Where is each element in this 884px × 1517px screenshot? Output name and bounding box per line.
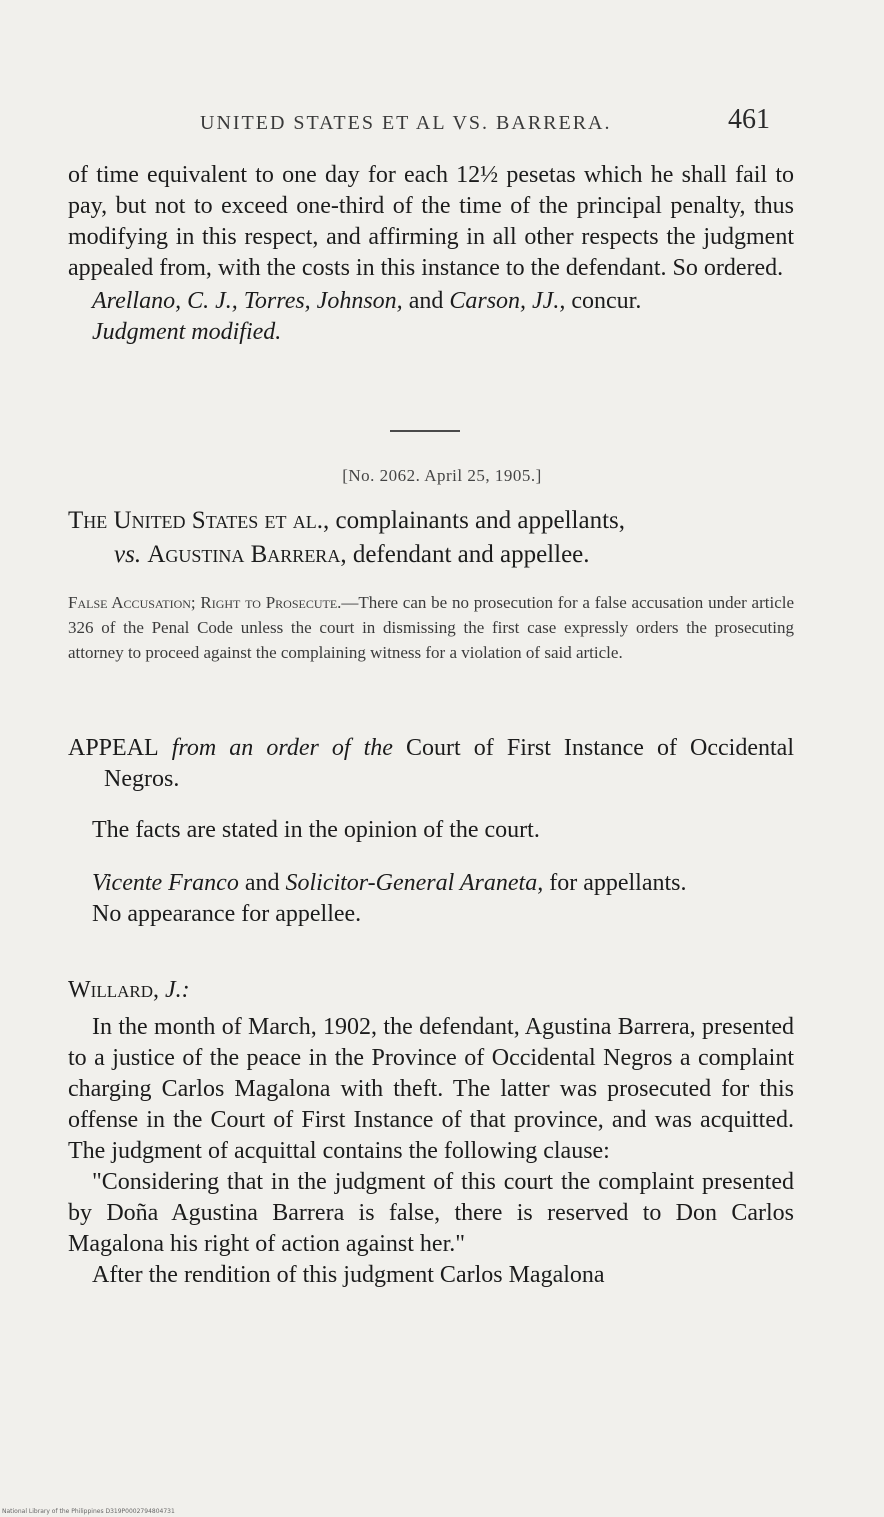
syllabus-body: —There can be no prosecution for a false accusation under article 326 of the Penal Code unless the court in dismissing the first case expressly orders the prosecuting attorney to proceed against the complaining witness for a violation of said article. — [68, 593, 795, 662]
caption-defendant-role: , defendant and appellee. — [340, 541, 590, 568]
opinion-paragraph-2: After the rendition of this judgment Carlos Magalona — [92, 1262, 605, 1288]
appeal-court: Court of First Instance of Occidental Negros. — [104, 735, 794, 792]
judge-title: J.: — [158, 977, 190, 1003]
running-head: UNITED STATES ET AL VS. BARRERA. — [200, 112, 612, 134]
counsel-name-2: Solicitor-General Araneta, — [285, 870, 544, 896]
concurring-justice-carson: Carson, JJ., — [449, 288, 566, 314]
concurrence-line — [68, 286, 794, 317]
syllabus-text — [68, 590, 794, 665]
judgment-line — [68, 317, 794, 348]
caption-vs: vs. — [114, 541, 142, 568]
opinion-paragraph-1: In the month of March, 1902, the defendant, Agustina Barrera, presented to a justice of the peace in the Province of Occidental Negros a complaint charging Carlos Magalona with theft. The latter was prosecuted for this offense in the Court of First Instance of that province, and was acquitted. The judgment of acquittal contains the following clause: — [68, 1014, 794, 1164]
syllabus — [68, 590, 794, 665]
opinion-body — [68, 1012, 794, 1291]
section-divider — [390, 430, 460, 432]
opinion-author — [68, 975, 794, 1006]
caption-plaintiffs-line — [68, 504, 794, 538]
counsel — [68, 868, 794, 930]
library-footer: National Library of the Philippines D319P0002794804731 — [2, 1508, 175, 1515]
counsel-and: and — [238, 870, 286, 896]
caption-plaintiffs-role: , complainants and appellants, — [323, 507, 626, 534]
previous-case-text: of time equivalent to one day for each 12½ pesetas which he shall fail to pay, but not to exceed one-third of the time of the principal penalty, thus modifying in this respect, and affirming in all other respects the judgment appealed from, with the costs in this instance to the defendant. So ordered. — [68, 162, 794, 281]
caption-plaintiffs: The United States et al. — [68, 507, 323, 534]
counsel-appellants — [68, 868, 794, 899]
concur-tail: concur. — [565, 288, 642, 314]
opinion-quote: "Considering that in the judgment of this court the complaint presented by Doña Agustina Barrera is false, there is reserved to Don Carlos Magalona his right of action against her." — [68, 1169, 794, 1257]
concur-and: and — [402, 288, 450, 314]
previous-case-conclusion — [68, 160, 794, 348]
docket-line: [No. 2062. April 25, 1905.] — [342, 466, 542, 485]
counsel-role: for appellants. — [543, 870, 687, 896]
judgment-modified: Judgment modified. — [92, 319, 282, 345]
caption-defendant: Agustina Barrera — [147, 541, 341, 568]
concurring-justices: Arellano, C. J., Torres, Johnson, — [92, 288, 403, 314]
appeal-from: from an order of the — [158, 735, 407, 761]
appeal-word: APPEAL — [68, 735, 159, 761]
facts-text: The facts are stated in the opinion of the court. — [92, 817, 540, 843]
counsel-name-1: Vicente Franco — [92, 870, 239, 896]
syllabus-heading: False Accusation; Right to Prosecute. — [68, 593, 342, 612]
caption-defendant-line — [68, 538, 794, 572]
judge-line — [68, 975, 794, 1006]
appeal-statement — [68, 733, 794, 795]
appeal-text — [68, 733, 794, 795]
facts-statement — [68, 815, 794, 846]
page-number: 461 — [728, 104, 770, 135]
case-caption — [68, 504, 794, 572]
judge-name: Willard, — [68, 977, 159, 1003]
no-appearance: No appearance for appellee. — [92, 901, 362, 927]
